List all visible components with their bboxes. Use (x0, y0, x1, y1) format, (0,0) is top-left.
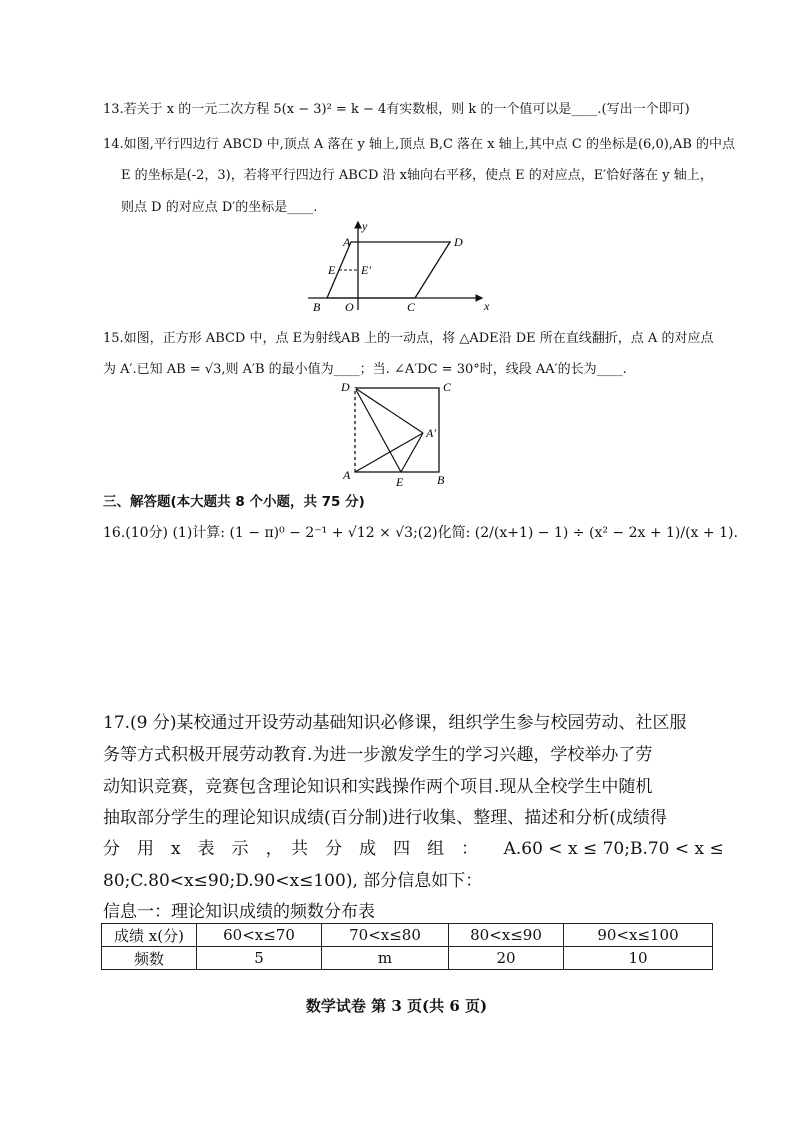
table-cell: 频数 (102, 947, 197, 970)
info-one-title: 信息一：理论知识成绩的频数分布表 (103, 902, 375, 922)
question-15-line-2: 为 A′.已知 AB = √3,则 A′B 的最小值为____；当. ∠A′DC = 30°时，线段 AA′的长为____. (103, 362, 627, 377)
question-15-line-1: 15.如图，正方形 ABCD 中，点 E为射线AB 上的一动点，将 △ADE沿 DE 所在直线翻折，点 A 的对应点 (103, 331, 714, 346)
figure-14-parallelogram (300, 216, 495, 316)
question-17-line-3: 动知识竞赛，竞赛包含理论知识和实践操作两个项目.现从全校学生中随机 (103, 777, 653, 797)
label-c: C (443, 380, 452, 394)
label-x: x (484, 299, 490, 313)
segment-d-a-prime (355, 388, 423, 433)
label-a: A (343, 468, 351, 482)
label-a: A (343, 235, 351, 249)
table-row (102, 924, 713, 947)
label-d: D (341, 380, 350, 394)
question-17-line-2: 务等方式积极开展劳动教育.为进一步激发学生的学习兴趣，学校举办了劳 (103, 745, 653, 765)
question-17-line-1: 17.(9 分)某校通过开设劳动基础知识必修课，组织学生参与校园劳动、社区服 (103, 713, 687, 733)
question-14-line-3: 则点 D 的对应点 D′的坐标是____. (121, 200, 318, 215)
question-17-line-4: 抽取部分学生的理论知识成绩(百分制)进行收集、整理、描述和分析(成绩得 (103, 808, 667, 828)
label-e-prime: E′ (361, 263, 371, 277)
table-header-cell: 60<x≤70 (197, 924, 322, 947)
table-cell: m (322, 947, 449, 970)
question-17-line-6: 80;C.80<x≤90;D.90<x≤100), 部分信息如下： (103, 871, 483, 891)
section-3-title: 三、解答题(本大题共 8 个小题，共 75 分) (103, 494, 365, 510)
frequency-table (101, 923, 713, 970)
page-footer: 数学试卷 第 3 页(共 6 页) (305, 997, 488, 1015)
label-d: D (454, 235, 463, 249)
label-e: E (396, 475, 404, 489)
question-17-line-5: 分 用 x 表 示 ， 共 分 成 四 组 ： A.60 < x ≤ 70;B.70 < x ≤ (103, 839, 724, 859)
label-o: O (345, 300, 354, 314)
table-row (102, 947, 713, 970)
segment-a-a-prime (355, 433, 423, 472)
label-a-prime: A′ (426, 426, 436, 440)
figure-15-square (335, 378, 463, 490)
question-13: 13.若关于 x 的一元二次方程 5(x − 3)² = k − 4有实数根，则 k 的一个值可以是____.(写出一个即可) (103, 102, 690, 117)
question-14-line-2: E 的坐标是(-2，3)，若将平行四边行 ABCD 沿 x轴向右平移，使点 E 的对应点，E′恰好落在 y 轴上， (121, 168, 713, 183)
table-header-cell: 90<x≤100 (564, 924, 713, 947)
table-header-cell: 80<x≤90 (449, 924, 564, 947)
table-cell: 20 (449, 947, 564, 970)
label-c: C (407, 300, 416, 314)
question-16: 16.(10分) (1)计算: (1 − π)⁰ − 2⁻¹ + √12 × √3;(2)化简: (2/(x+1) − 1) ÷ (x² − 2x + 1)/(x + 1). (103, 525, 738, 541)
label-b: B (437, 473, 445, 487)
question-14-line-1: 14.如图,平行四边行 ABCD 中,顶点 A 落在 y 轴上,顶点 B,C 落在 x 轴上,其中点 C 的坐标是(6,0),AB 的中点 (103, 137, 736, 152)
label-b: B (313, 300, 321, 314)
table-cell: 5 (197, 947, 322, 970)
label-e: E (328, 263, 336, 277)
label-y: y (362, 219, 368, 233)
table-header-cell: 成绩 x(分) (102, 924, 197, 947)
table-header-cell: 70<x≤80 (322, 924, 449, 947)
table-cell: 10 (564, 947, 713, 970)
